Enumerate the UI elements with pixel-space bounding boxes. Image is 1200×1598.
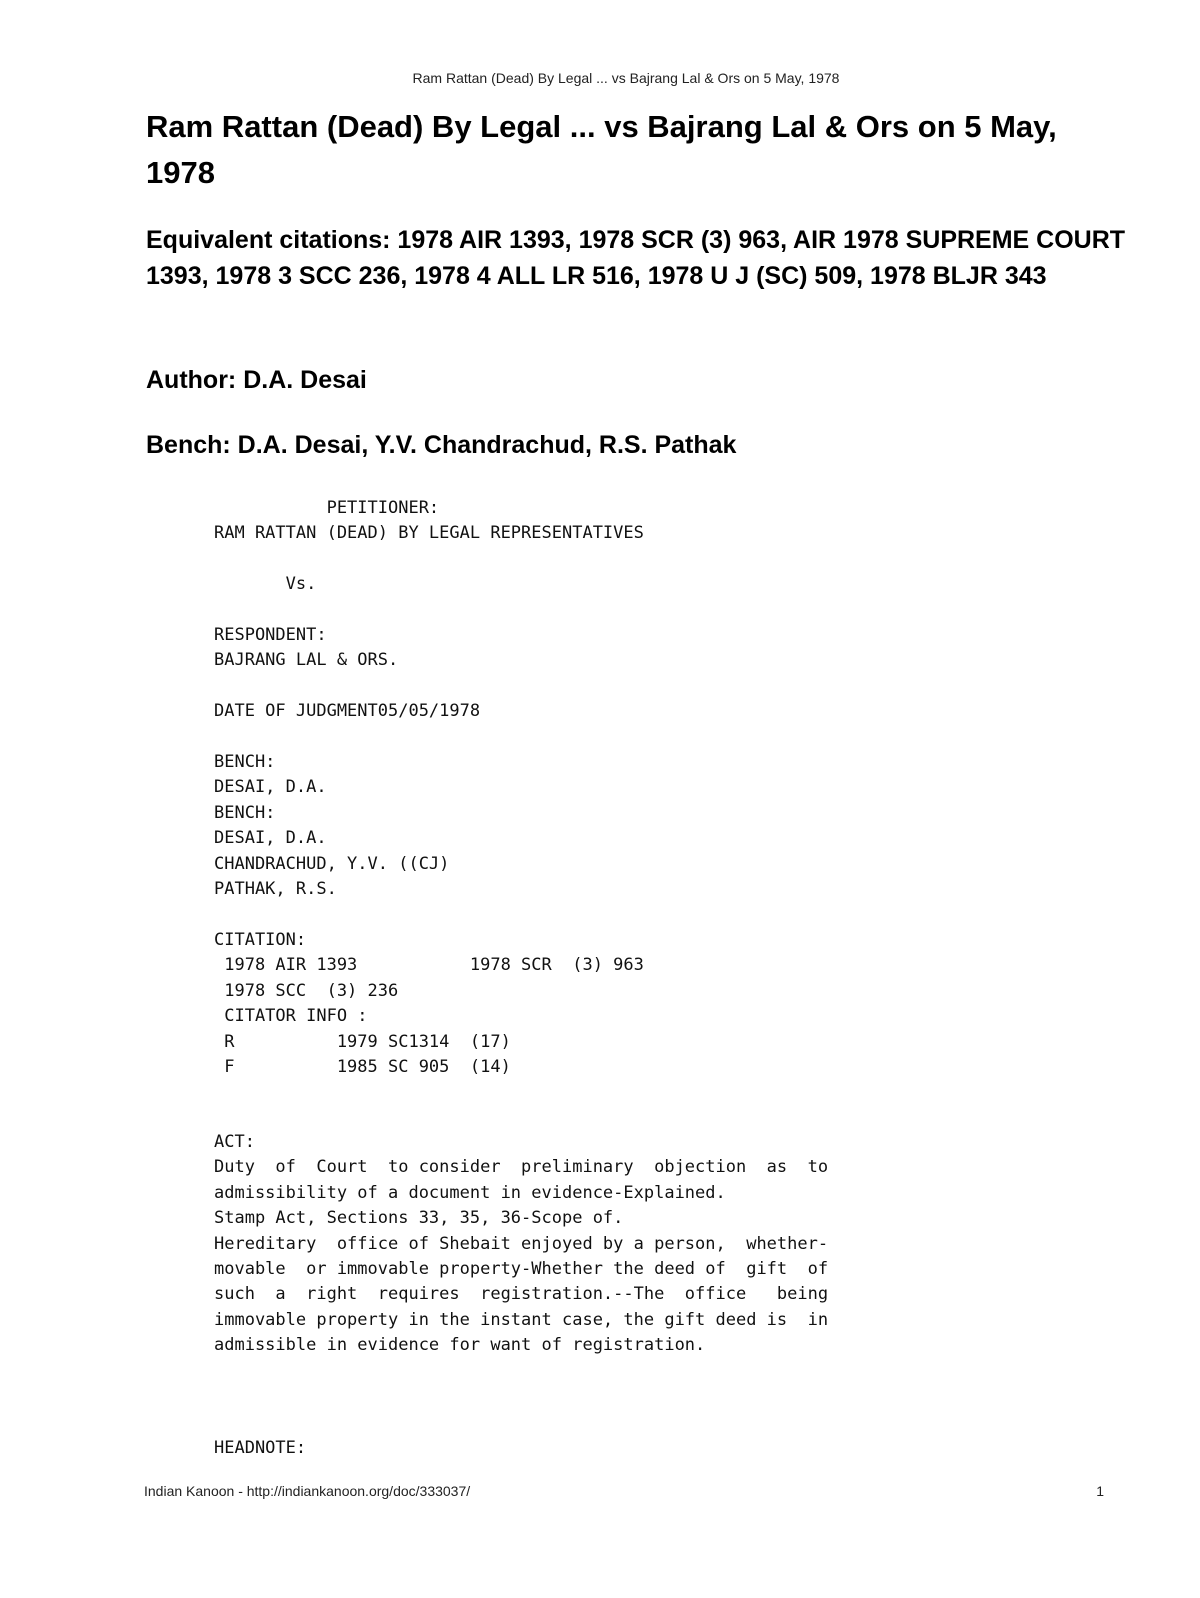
headnote-label: HEADNOTE: — [214, 1438, 307, 1458]
judgment-details: PETITIONER: RAM RATTAN (DEAD) BY LEGAL REPRESENTATIVES Vs. RESPONDENT: BAJRANG LAL & ORS. DATE OF JUDGMENT05/05/1978 BENCH: DESAI, D.A. BENCH: DESAI, D.A. CHANDRACHUD, Y.V. ((CJ) PATHAK, R.S. CITATION: 1978 AIR 1393 1978 SCR (3) 963 1978 SCC (3) 236 CITATOR INFO : R 1979 SC1314 (17) F 1985 SC 905 (14) — [214, 498, 644, 1077]
author-line: Author: D.A. Desai — [146, 366, 367, 394]
page-number: 1 — [1096, 1483, 1104, 1499]
equivalent-citations: Equivalent citations: 1978 AIR 1393, 1978 SCR (3) 963, AIR 1978 SUPREME COURT 1393, 1978 3 SCC 236, 1978 4 ALL LR 516, 1978 U J (SC) 509, 1978 BLJR 343 — [146, 226, 1126, 290]
act-section: ACT: Duty of Court to consider preliminary objection as to admissibility of a document in evidence-Explained. Stamp Act, Sections 33, 35, 36-Scope of. Hereditary office of Shebait enjoyed by a person, whether- movable or immovable property-Whether the deed of gift of such a right requires registration.--The office being immovable property in the instant case, the gift deed is in admissible in evidence for want of registration. — [214, 1132, 829, 1356]
running-header: Ram Rattan (Dead) By Legal ... vs Bajrang Lal & Ors on 5 May, 1978 — [412, 70, 840, 86]
bench-line: Bench: D.A. Desai, Y.V. Chandrachud, R.S. Pathak — [146, 431, 737, 459]
footer-source-link[interactable]: Indian Kanoon - http://indiankanoon.org/doc/333037/ — [144, 1483, 471, 1499]
document-title: Ram Rattan (Dead) By Legal ... vs Bajrang Lal & Ors on 5 May, 1978 — [146, 109, 1057, 190]
